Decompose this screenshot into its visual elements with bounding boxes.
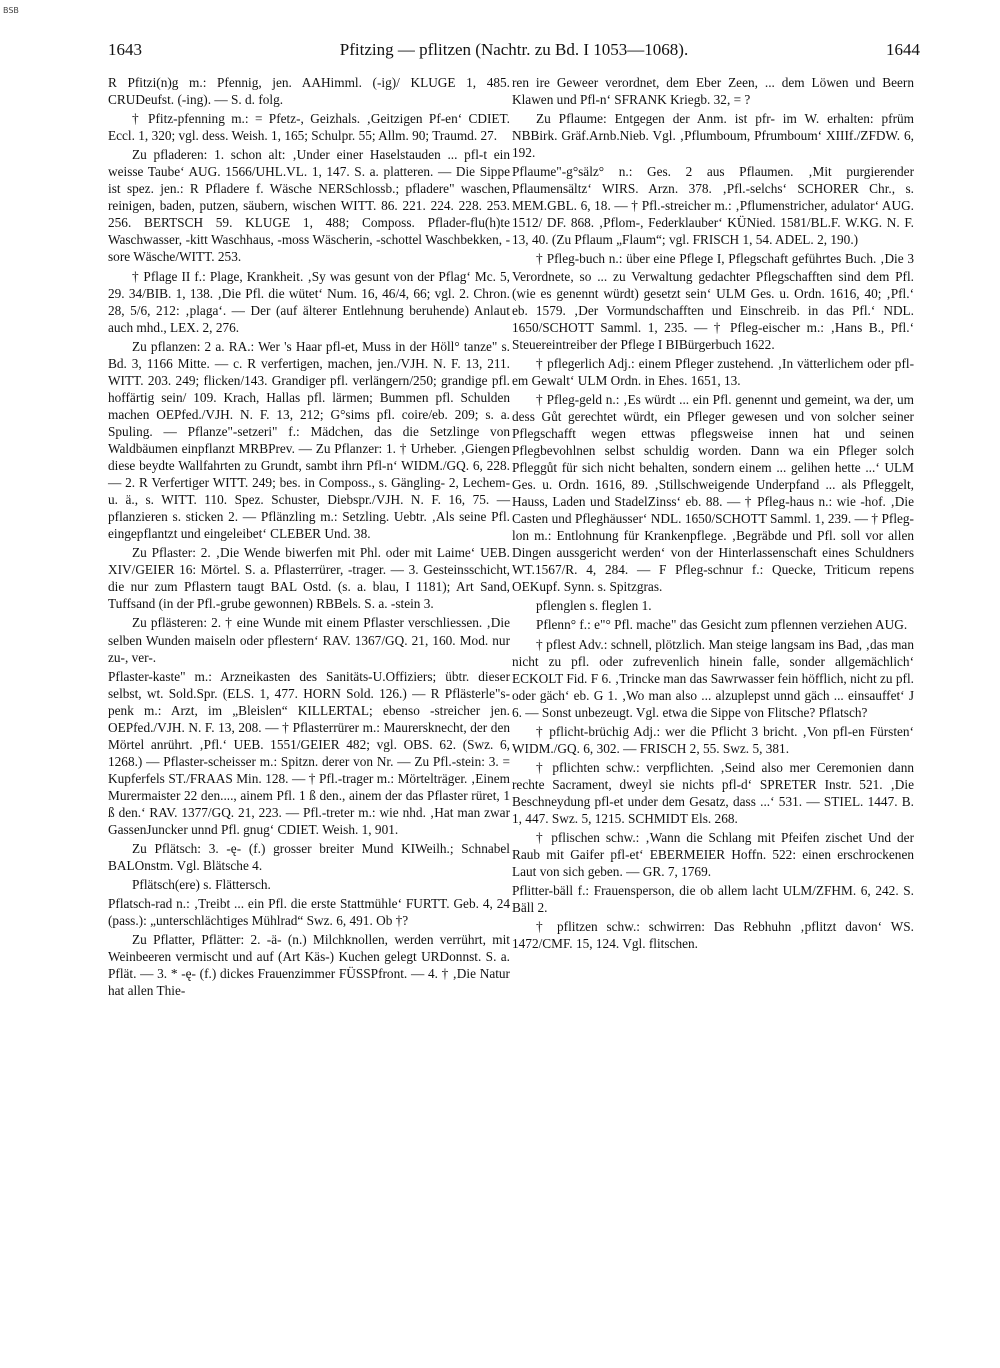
entry-pflitzen: † pflitzen schw.: schwirren: Das Rebhuhn ‚pflitzt davon‘ WS. 1472/CMF. 15, 124. Vgl. flitschen.: [512, 919, 914, 952]
entry-pfleg-geld: † Pfleg-geld n.: ‚Es würdt ... ein Pfl. genennt und gemeint, wa der, um dess Gůt gerechtet würdt, ein Pfleger gewesen und von solcher seiner Pflegschafft wegen ettwas pflegsweise innen hat und seinen Pflegbevohlnen selbst schuldig worden. Dann wa ein Pfleger solch Pfleggůt für sich nicht behalten, sondern einem ... gelihen hette ...‘ ULM Ges. u. Ordn. 1616, 89. ‚Stillschweigende Underpfand ... als Pfleggelt, Hauss, Laden und StadelZinss‘ eb. 88. — † Pfleg-haus n.: wie -hof. ‚Die Casten und Pfleghäusser‘ NDL. 1650/SCHOTT Samml. 1, 239. — † Pfleg-lon m.: Entlohnung für Krankenpflege. ‚Begräbde und Pfl. soll vor allen Dingen aussgericht werden‘ von der Hinterlassenschaft eines Schuldners WT.1567/R. 4, 284. — F Pfleg-schnur f.: Quecke, Triticum repens OEKupf. Synn. s. Spitzgras.: [512, 391, 914, 595]
entry-pflischen: † pflischen schw.: ‚Wann die Schlang mit Pfeifen zischet Und der Raub mit Gaifer pfl-et‘ EBERMEIER Hoffn. 522: einen erschrockenen Laut von sich geben. — GR. 7, 1769.: [512, 830, 914, 880]
entry-pflaume: Zu Pflaume: Entgegen der Anm. ist pfr- im W. erhalten: pfrüm NBBirk. Gräf.Arnb.Nieb. Vgl. ‚Pflumboum, Pfrumboum‘ XIIIf./ZFDW. 6, 192.: [512, 111, 914, 161]
entry-continuation: ren ire Geweer verordnet, dem Eber Zeen, ... dem Löwen und Beern Klawen und Pfl-n‘ SFRANK Kriegb. 32, = ?: [512, 75, 914, 108]
entry-pflaster-kaste: Pflaster-kaste" m.: Arzneikasten des Sanitäts-U.Offiziers; übtr. dieser selbst, wt. Sold.Spr. (ELS. 1, 477. HORN Sold. 126.) — R Pflästerle"s-penk m.: Arzt, im „Bleislen“ KILLERTAL; ebenso -streicher jen. OEPfed./VJH. N. F. 13, 208. — † Pflasterrürer m.: Maurersknecht, der den Mörtel anrührt. ‚Pfl.‘ UEB. 1551/GEIER 482; vgl. OBS. 62. (Swz. 6, 1268.) — Pflaster-scheisser m.: Spitzn. derer von Nr. — Zu Pfl.-stein: 3. = Kupferfels ST./FRAAS Min. 128. — † Pfl.-trager m.: Mörtelträger. ‚Einem Murermaister 22 den...., ainem Pfl. 1 ß den., ainem der das Pflaster rüret, 1 ß den.‘ RAV. 1377/GQ. 21, 223. — Pfl.-treter m.: wie nhd. ‚Hat man zwar GassenJuncker unnd Pfl. gnug‘ CDIET. Weish. 1, 901.: [108, 668, 510, 838]
page-header: [108, 38, 920, 62]
entry-pflenglen: pflenglen s. fleglen 1.: [536, 598, 652, 614]
entry-pflaumen-gesaelz: Pflaume"-g°sälz° n.: Ges. 2 aus Pflaumen. ‚Mit purgierender Pflaumensältz‘ WIRS. Arzn. 378. ‚Pfl.-selchs‘ SCHORER Chr., s. MEM.GBL. 6, 18. — † Pfl.-streicher m.: ‚Pflumenstricher, adulator‘ AUG. 1512/ DF. 868. ‚Pflom-, Federklauber‘ KÜNied. 1581/BL.F. W.KG. N. F. 13, 40. (Zu Pflaum „Flaum“; vgl. FRISCH 1, 54. ADEL. 2, 190.): [512, 164, 914, 248]
page-number-left: 1643: [108, 40, 142, 59]
library-stamp: BSB: [3, 6, 19, 15]
entry-pflegerlich: † pflegerlich Adj.: einem Pfleger zustehend. ‚In vätterlichem oder pfl-em Gewalt‘ ULM Ordn. in Ehes. 1651, 13.: [512, 355, 914, 388]
entry-pflenne: Pflenn° f.: e"° Pfl. mache" das Gesicht zum pflennen verziehen AUG.: [536, 617, 908, 633]
entry-pfitz-pfenning: † Pfitz-pfenning m.: = Pfetz-, Geizhals. ‚Geitzigen Pf-en‘ CDIET. Eccl. 1, 320; vgl. dess. Weish. 1, 165; Schulpr. 55; Allm. 90; Traumd. 27.: [108, 111, 510, 144]
page-number-right: 1644: [886, 40, 920, 59]
entry-pflatter: Zu Pflatter, Pflätter: 2. -ä- (n.) Milchknollen, werden verrührt, mit Weinbeeren vermischt und auf (Art Käs-) Kuchen gelegt URDonnst. S. a. Pflät. — 3. * -ę- (f.) dickes Frauenzimmer FÜSSPfront. — 4. † ‚Die Natur hat allen Thie-: [108, 932, 510, 999]
entry-pflichten: † pflichten schw.: verpflichten. ‚Seind also mer Ceremonien dann rechte Sacrament, dweyl sie nichts pfl-d‘ SPRETER Instr. 521. ‚Die Beschneydung pfl-et under dem Gesatz, dass ...‘ 531. — STIEL. 1447. B. 1, 447. Swz. 5, 1215. SCHMIDT Els. 268.: [512, 759, 914, 826]
right-column: [512, 74, 914, 954]
entry-pfleg-buch: † Pfleg-buch n.: über eine Pflege I, Pflegschaft geführtes Buch. ‚Die 3 Verordnete, so ... zu Verwaltung gedachter Pflegschafften sind dem Pfl. (wie es genennt würdt) gesetzt sein‘ ULM Ges. u. Ordn. 1616, 40; ‚Pfl.‘ eb. 1579. ‚Der Vormundschafften und Einschreib. in das Pfl.‘ NDL. 1650/SCHOTT Samml. 1, 235. — † Pfleg-eischer m.: ‚Hans B., Pfl.‘ Steuereintreiber der Pflege I BIBürgerbuch 1622.: [512, 251, 914, 352]
entry-pfladeren: Zu pfladeren: 1. schon alt: ‚Under einer Haselstauden ... pfl-t ein weisse Taube‘ AUG. 1566/UHL.VL. 1, 147. S. a. platteren. — Die Sippe ist spez. jen.: R Pfladere f. Wäsche NERSchlossb.; pfladere" waschen, reinigen, baden, putzen, säubern, wischen WITT. 86. 221. 224. 228. 253. 256. BERTSCH 59. KLUGE 1, 488; Composs. Pflader-flu(h)te Waschwasser, -kitt Waschhaus, -moss Wäscherin, -schottel Waschbekken, -sore Wäsche/WITT. 253.: [108, 147, 510, 265]
entry-pflanzen: Zu pflanzen: 2 a. RA.: Wer 's Haar pfl-et, Muss in der Höll° tanze" s. Bd. 3, 1166 Mitte. — c. R verfertigen, machen, jen./VJH. N. F. 13, 211. WITT. 203. 249; flicken/143. Grandiger pfl. verlängern/250; grandige pfl. hoffärtig sein/ 109. Krach, Hallas pfl. lärmen; Bummen pfl. Schulden machen OEPfed./VJH. N. F. 13, 212; G°sims pfl. coire/eb. 209; s. a. Spuling. — Pflanze"-setzeri" f.: Mädchen, das die Setzlinge von Waldbäumen einpflanzt MRBPrev. — Zu Pflanzer: 1. † Urheber. ‚Giengen diese beydte Wallfahrten zu Grundt, sambt ihrn Pfl-n‘ WIDM./GQ. 6, 228. — 2. R Verfertiger WITT. 249; bes. in Composs., s. Gängling- 2, Lechem- u. ä., s. WITT. 110. Spez. Schuster, Diebspr./VJH. N. F. 16, 75. — pflanzieren s. sticken 2. — Pflänzling m.: Setzling. Uebtr. ‚Als seine Pfl. eingepflantzt und eingeleibet‘ CLEBER Und. 38.: [108, 338, 510, 542]
entry-pfitzing: R Pfitzi(n)g m.: Pfennig, jen. AAHimml. (-ig)/ KLUGE 1, 485. CRUDeufst. (-ing). — S. d. folg.: [108, 75, 510, 108]
entry-pflatsch-rad: Pflatsch-rad n.: ‚Treibt ... ein Pfl. die erste Stattmühle‘ FURTT. Geb. 4, 24 (pass.): „unterschlächtiges Mühlrad“ Swz. 6, 491. Ob †?: [108, 896, 510, 929]
entry-pflitter-baell: Pflitter-bäll f.: Frauensperson, die ob allem lacht ULM/ZFHM. 6, 242. S. Bäll 2.: [512, 883, 914, 916]
entry-pflest: † pflest Adv.: schnell, plötzlich. Man steige langsam ins Bad, ‚das man nicht zu pfl. oder zufrevenlich hinein falle, sonder allgemächlich‘ ECKOLT Fid. F 6. ‚Trincke man das Sawrwasser fein höfflich, nicht zu pfl. oder gäch‘ eb. G 1. ‚Wo man also ... alzuplepst unnd gäch ... einsauffet‘ J 6. — Sonst unbezeugt. Vgl. etwa die Sippe von Flitsche? Pflatsch?: [512, 636, 914, 720]
running-head: Pfitzing — pflitzen (Nachtr. zu Bd. I 1053—1068).: [339, 40, 689, 59]
entry-pflicht-bruechig: † pflicht-brüchig Adj.: wer die Pflicht 3 bricht. ‚Von pfl-en Fürsten‘ WIDM./GQ. 6, 302. — FRISCH 2, 55. Swz. 5, 381.: [512, 723, 914, 756]
left-column: [108, 74, 510, 1001]
entry-pflaetsch: Zu Pflätsch: 3. -ę- (f.) grosser breiter Mund KIWeilh.; Schnabel BALOnstm. Vgl. Blätsche 4.: [108, 841, 510, 874]
entry-pflaetschere: Pflätsch(ere) s. Flättersch.: [132, 877, 271, 893]
entry-pflaster: Zu Pflaster: 2. ‚Die Wende biwerfen mit Phl. oder mit Laime‘ UEB. XIV/GEIER 16: Mörtel. S. a. Pflasterrürer, -trager. — 3. Gesteinsschicht, die nur zum Pflastern taugt BAL Ostd. (s. a. blau, I 1181); Art Sand, Tuffsand (in der Pfl.-grube gewonnen) RBBels. S. a. -stein 3.: [108, 545, 510, 612]
entry-pflage: † Pflage II f.: Plage, Krankheit. ‚Sy was gesunt von der Pflag‘ Mc. 5, 29. 34/BIB. 1, 138. ‚Die Pfl. die wütet‘ Num. 16, 46/4, 66; vgl. 2. Chron. 28, 5/6, 212: ‚plaga‘. — Der (auf älterer Entlehnung beruhende) Anlaut auch mhd., LEX. 2, 276.: [108, 268, 510, 335]
entry-pflaestern: Zu pflästeren: 2. † eine Wunde mit einem Pflaster verschliessen. ‚Die selben Wunden maiseln oder pflestern‘ RAV. 1367/GQ. 21, 160. Mod. nur zu-, ver-.: [108, 615, 510, 665]
